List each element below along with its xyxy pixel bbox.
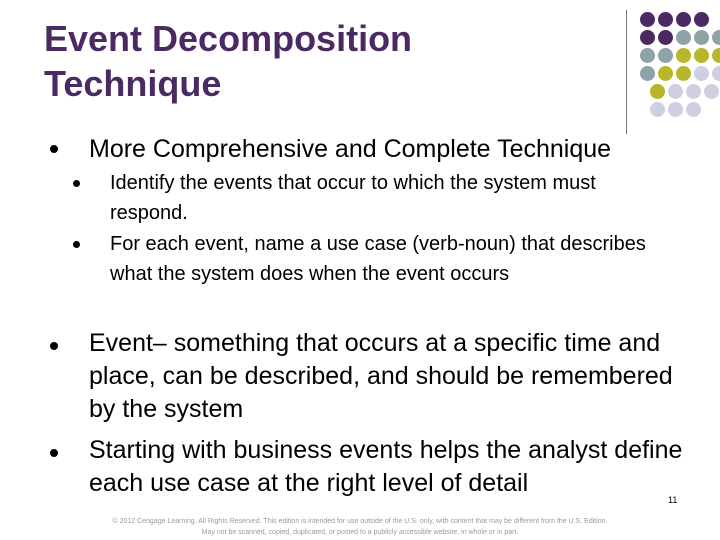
decorative-dot: [712, 48, 720, 63]
footer-line: May not be scanned, copied, duplicated, or posted to a publicly accessible website, in whole or in part.: [201, 529, 519, 536]
page-number: 11: [668, 495, 678, 505]
decorative-dot: [658, 48, 673, 63]
decorative-dot: [676, 66, 691, 81]
decorative-dot: [640, 66, 655, 81]
decorative-dot: [704, 84, 719, 99]
sub-bullet-icon: [73, 180, 80, 187]
bullet-text: Event– something that occurs at a specific time and place, can be described, and should be remembered by the system: [89, 329, 673, 423]
decorative-dot: [668, 84, 683, 99]
slide-title-line: Event Decomposition: [44, 18, 413, 59]
decorative-dot: [650, 102, 665, 117]
bullet-icon: [50, 342, 58, 350]
decorative-dot: [694, 66, 709, 81]
decorative-dot: [694, 30, 709, 45]
decorative-dot: [658, 30, 673, 45]
decorative-dot: [686, 102, 701, 117]
copyright-footer: [0, 516, 720, 538]
footer-line: © 2012 Cengage Learning. All Rights Reserved. This edition is intended for use outside of the U.S. only, with content that may be different from the U.S. Edition.: [112, 518, 608, 525]
slide-title: [44, 16, 604, 106]
decorative-dot: [712, 66, 720, 81]
decorative-dot: [694, 12, 709, 27]
bullet-icon: [50, 449, 58, 457]
decorative-dot: [668, 102, 683, 117]
title-divider-line: [626, 10, 627, 134]
decorative-dot: [686, 84, 701, 99]
decorative-dot: [640, 30, 655, 45]
decorative-dot: [658, 12, 673, 27]
sub-bullet-icon: [73, 241, 80, 248]
sub-bullet-text: For each event, name a use case (verb-noun) that describes what the system does when the event occurs: [110, 233, 646, 285]
decorative-dot: [658, 66, 673, 81]
decorative-dot: [676, 30, 691, 45]
sub-bullet-text: Identify the events that occur to which the system must respond.: [110, 172, 596, 224]
bullet-text: Starting with business events helps the analyst define each use case at the right level of detail: [89, 436, 683, 497]
decorative-dot: [712, 30, 720, 45]
decorative-dot: [676, 12, 691, 27]
decorative-dot: [640, 12, 655, 27]
decorative-dot: [694, 48, 709, 63]
bullet-text: More Comprehensive and Complete Technique: [89, 135, 612, 163]
decorative-dot: [650, 84, 665, 99]
bullet-icon: [50, 145, 58, 153]
decorative-dot: [640, 48, 655, 63]
slide-title-line: Technique: [44, 63, 222, 104]
decorative-dot: [676, 48, 691, 63]
